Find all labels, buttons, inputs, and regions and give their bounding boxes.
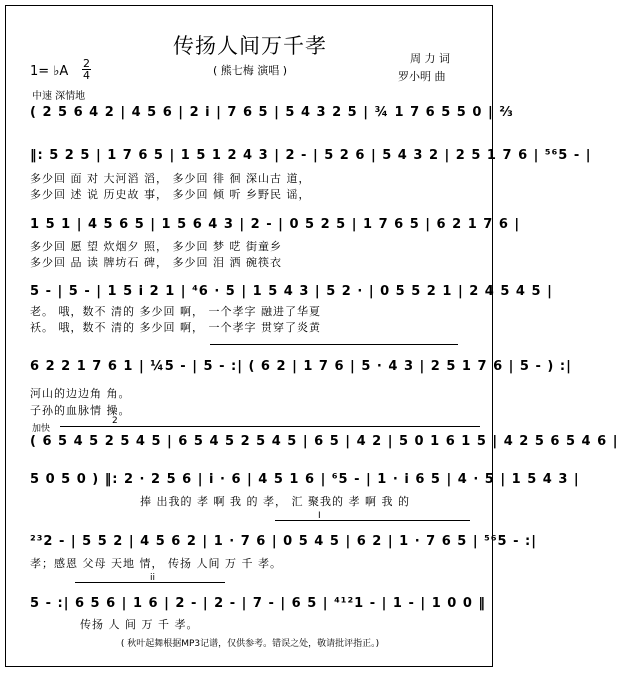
song-subtitle: ( 熊七梅 演唱 ) (212, 64, 288, 77)
time-signature-top: 2 (83, 57, 90, 70)
score-row-7-notes: 5 0 5 0 ) ‖: 2 · 2 5 6 | i · 6 | 4 5 1 6 | ⁶5 - | 1 · i 6 5 | 4 · 5 | 1 5 4 3 | (30, 472, 580, 487)
time-signature (82, 58, 91, 81)
song-title: 传扬人间万千孝 (173, 34, 327, 58)
score-row-4-notes: 5 - | 5 - | 1 5 i 2 1 | ⁴6 · 5 | 1 5 4 3 | 5 2 · | 0 5 5 2 1 | 2 4 5 4 5 | (30, 284, 553, 299)
composer-credit: 罗小明 曲 (398, 70, 446, 83)
volta-ii-label: ii (150, 573, 156, 583)
score-row-4-lyric-2: 袄。 哦，数不 清的 多少回 啊， 一个孝字 贯穿了炎黄 (30, 321, 321, 334)
time-signature-bottom: 4 (83, 69, 90, 82)
key-signature: 1= ♭A (30, 64, 69, 79)
score-row-2-notes: ‖: 5 2 5 | 1 7 6 5 | 1 5 1 2 4 3 | 2 - | 5 2 6 | 5 4 3 2 | 2 5 1 7 6 | ⁵⁶5 - | (30, 148, 592, 163)
score-row-8-lyric-1: 孝；感恩 父母 天地 情， 传扬 人间 万 千 孝。 (30, 557, 282, 570)
repeat-bracket (210, 344, 458, 345)
score-row-5-notes: 6 2 2 1 7 6 1 | ¼5 - | 5 - :| ( 6 2 | 1 7 6 | 5 · 4 3 | 2 5 1 7 6 | 5 - ) :| (30, 359, 572, 374)
lyricist-credit: 周 力 词 (410, 52, 450, 65)
score-row-3-notes: 1 5 1 | 4 5 6 5 | 1 5 6 4 3 | 2 - | 0 5 2 5 | 1 7 6 5 | 6 2 1 7 6 | (30, 217, 521, 232)
volta-2-label: 2 (112, 416, 118, 426)
score-row-9-notes: 5 - :| 6 5 6 | 1 6 | 2 - | 2 - | 7 - | 6 5 | ⁴¹²1 - | 1 - | 1 0 0 ‖ (30, 596, 486, 611)
volta-1-bracket (275, 520, 470, 521)
score-row-5-lyric-2: 子孙的血脉情 操。 (30, 404, 131, 417)
tempo-marking: 中速 深情地 (32, 91, 86, 102)
score-row-6-notes: ( 6 5 4 5 2 5 4 5 | 6 5 4 5 2 5 4 5 | 6 5 | 4 2 | 5 0 1 6 1 5 | 4 2 5 6 5 4 6 | (30, 434, 618, 449)
score-row-2-lyric-2: 多少回 述 说 历史故 事， 多少回 倾 听 乡野民 谣， (30, 188, 311, 201)
score-row-8-notes: ²³2 - | 5 5 2 | 4 5 6 2 | 1 · 7 6 | 0 5 4 5 | 6 2 | 1 · 7 6 5 | ⁵⁶5 - :| (30, 534, 537, 549)
footer-note: ( 秋叶起舞根据MP3记谱，仅供参考。错误之处，敬请批评指正。) (120, 639, 380, 649)
score-row-3-lyric-2: 多少回 品 读 牌坊石 碑， 多少回 泪 洒 碗筷衣 (30, 256, 282, 269)
score-row-7-lyric-1: 捧 出我的 孝 啊 我 的 孝， 汇 聚我的 孝 啊 我 的 (140, 495, 410, 508)
score-row-3-lyric-1: 多少回 愿 望 炊烟夕 照， 多少回 梦 呓 街童乡 (30, 240, 282, 253)
score-row-4-lyric-1: 老。 哦，数不 清的 多少回 啊， 一个孝字 融进了华夏 (30, 305, 321, 318)
volta-2-bracket (60, 426, 480, 427)
volta-1-label: I (318, 511, 321, 521)
accelerando-marking: 加快 (32, 424, 51, 434)
score-row-9-lyric-1: 传扬 人 间 万 千 孝。 (80, 618, 199, 631)
score-row-5-lyric-1: 河山的边边角 角。 (30, 387, 131, 400)
score-row-1-notes: ( 2 5 6 4 2 | 4 5 6 | 2 i | 7 6 5 | 5 4 3 2 5 | ¾ 1 7 6 5 5 0 | ⅔ (30, 105, 514, 120)
score-row-2-lyric-1: 多少回 面 对 大河滔 滔， 多少回 徘 徊 深山古 道， (30, 172, 311, 185)
